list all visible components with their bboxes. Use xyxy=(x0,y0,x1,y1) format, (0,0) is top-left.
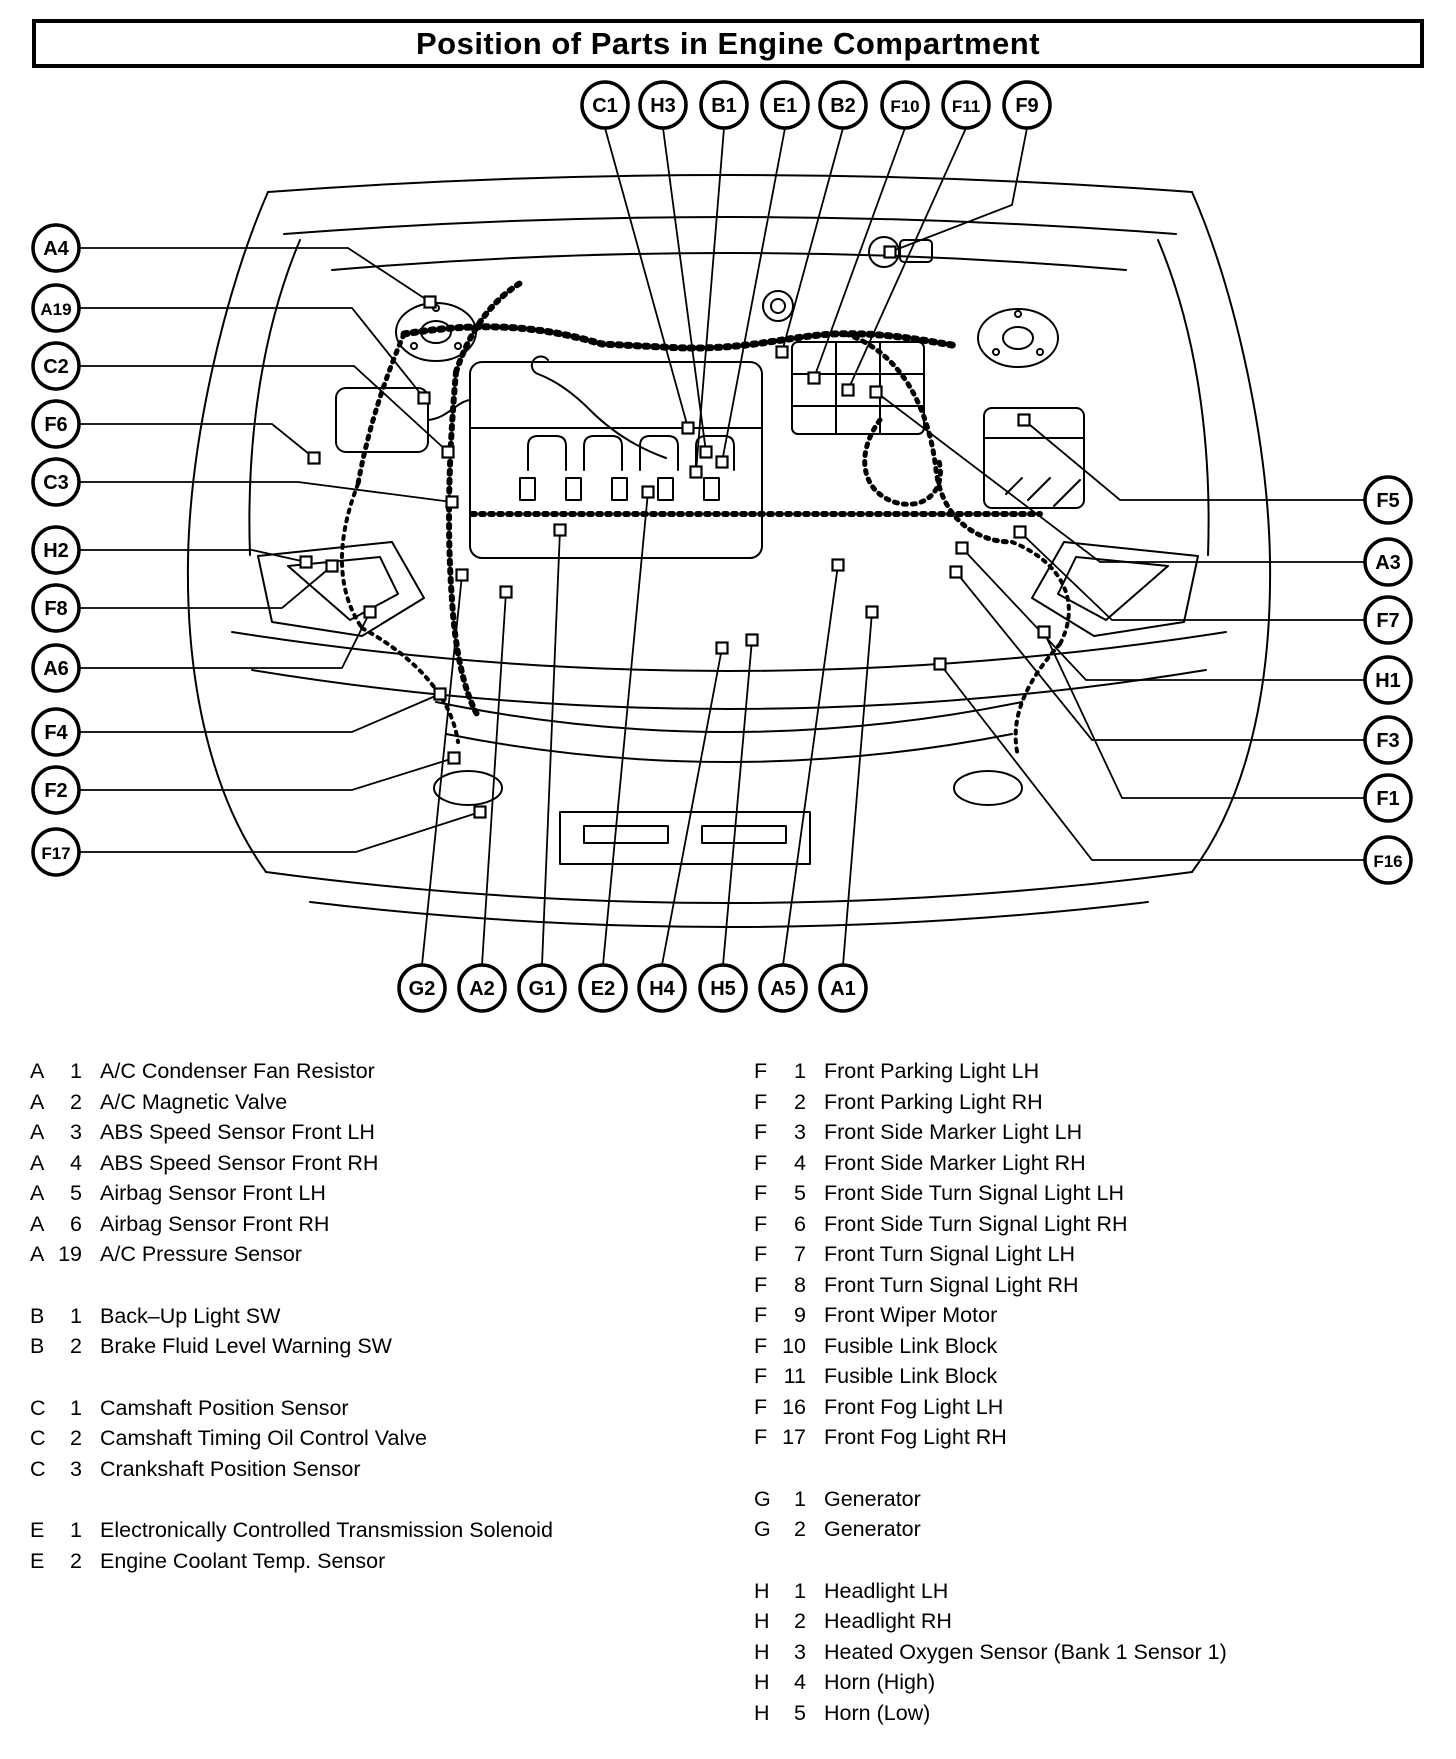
legend-code-number: 1 xyxy=(794,1059,806,1083)
legend-code-letter: A xyxy=(30,1120,45,1144)
callout-label: A19 xyxy=(40,300,72,319)
legend-group xyxy=(30,1515,553,1576)
legend-code-number: 4 xyxy=(794,1150,806,1175)
legend-row-F11 xyxy=(754,1361,1227,1392)
legend-code-letter: F xyxy=(754,1394,768,1419)
legend-part-name: Front Fog Light LH xyxy=(824,1394,1004,1419)
legend-group xyxy=(30,1393,553,1485)
legend-code-letter: F xyxy=(754,1150,768,1175)
callout-label: G2 xyxy=(408,978,436,1000)
callout-label: H5 xyxy=(710,978,736,1000)
legend-part-name: ABS Speed Sensor Front RH xyxy=(100,1150,379,1175)
connector-marker xyxy=(443,447,454,458)
callout-label: F8 xyxy=(44,598,68,620)
callout-A2 xyxy=(459,587,512,1012)
callout-label: A2 xyxy=(469,978,495,1000)
callout-label: H1 xyxy=(1375,670,1401,692)
callout-H3 xyxy=(640,82,712,458)
grille-line-1 xyxy=(436,702,1022,732)
callout-label: B1 xyxy=(711,95,737,117)
inner-fender-left xyxy=(249,240,300,555)
connector-marker xyxy=(309,453,320,464)
connector-marker xyxy=(833,560,844,571)
connector-marker xyxy=(301,557,312,568)
legend-part-name: A/C Condenser Fan Resistor xyxy=(100,1059,375,1083)
callout-label: C3 xyxy=(43,472,69,494)
legend-row-B1 xyxy=(30,1301,553,1332)
connector-marker xyxy=(951,567,962,578)
legend-code-letter: F xyxy=(754,1242,768,1266)
legend-code-number: 4 xyxy=(794,1670,806,1694)
callout-label: C2 xyxy=(43,356,69,378)
legend-code-letter: H xyxy=(754,1639,770,1664)
callout-F16 xyxy=(935,659,1412,884)
leader-line xyxy=(1024,420,1365,500)
connector-marker xyxy=(555,525,566,536)
cowl-line-2 xyxy=(284,217,1176,234)
legend-row-C3 xyxy=(30,1454,553,1485)
legend-row-F7 xyxy=(754,1239,1227,1270)
legend-part-name: Front Turn Signal Light LH xyxy=(824,1242,1075,1266)
legend-row-C2 xyxy=(30,1423,553,1454)
legend-part-name: ABS Speed Sensor Front LH xyxy=(100,1120,375,1144)
legend-row-F17 xyxy=(754,1422,1227,1453)
brake-fluid-reservoir xyxy=(763,291,793,321)
legend-part-name: Airbag Sensor Front RH xyxy=(100,1211,330,1236)
legend-code-letter: H xyxy=(754,1609,770,1633)
legend-row-C1 xyxy=(30,1393,553,1424)
legend-part-name: Camshaft Timing Oil Control Valve xyxy=(100,1426,427,1450)
leader-line xyxy=(722,128,785,462)
fender-right xyxy=(1192,192,1270,872)
connector-marker xyxy=(717,457,728,468)
callout-F3 xyxy=(951,567,1412,764)
legend-code-letter: E xyxy=(30,1518,45,1542)
connector-marker xyxy=(435,689,446,700)
callout-label: A6 xyxy=(43,658,69,680)
legend-part-name: Horn (Low) xyxy=(824,1700,931,1725)
callout-label: H3 xyxy=(650,95,676,117)
leader-line xyxy=(79,248,430,302)
callout-label: A1 xyxy=(830,978,856,1000)
legend-code-letter: F xyxy=(754,1272,768,1297)
leader-line xyxy=(723,640,752,965)
legend-row-F6 xyxy=(754,1209,1227,1240)
connector-marker xyxy=(1019,415,1030,426)
legend-row-A2 xyxy=(30,1087,553,1118)
legend-code-number: 3 xyxy=(794,1639,806,1664)
legend-part-name: Front Wiper Motor xyxy=(824,1303,998,1327)
legend-code-letter: F xyxy=(754,1333,768,1358)
callout-label: A4 xyxy=(43,238,69,260)
legend-code-letter: E xyxy=(30,1548,45,1573)
leader-line xyxy=(663,128,706,452)
legend-part-name: Front Parking Light LH xyxy=(824,1059,1040,1083)
legend-code-number: 7 xyxy=(794,1242,806,1266)
callout-label: F10 xyxy=(890,97,920,116)
callout-F2 xyxy=(33,753,460,814)
legend-code-number: 1 xyxy=(794,1486,806,1511)
legend-code-number: 3 xyxy=(794,1120,806,1144)
legend-row-B2 xyxy=(30,1331,553,1362)
legend-code-number: 4 xyxy=(70,1150,82,1175)
legend-code-number: 8 xyxy=(794,1272,806,1297)
legend-row-A3 xyxy=(30,1117,553,1148)
connector-marker xyxy=(691,467,702,478)
legend-code-letter: F xyxy=(754,1089,768,1114)
connector-marker xyxy=(809,373,820,384)
callout-G1 xyxy=(519,525,566,1012)
leader-line xyxy=(962,548,1365,680)
air-intake-hose xyxy=(428,400,470,420)
legend-part-name: Fusible Link Block xyxy=(824,1333,998,1358)
callout-label: F1 xyxy=(1376,788,1400,810)
legend-row-F10 xyxy=(754,1331,1227,1362)
legend-part-name: Front Side Turn Signal Light LH xyxy=(824,1181,1124,1205)
callout-A19 xyxy=(33,285,430,404)
callout-C3 xyxy=(33,459,458,508)
leader-line xyxy=(79,308,424,398)
legend-part-name: A/C Pressure Sensor xyxy=(100,1242,302,1266)
legend-part-name: Heated Oxygen Sensor (Bank 1 Sensor 1) xyxy=(824,1639,1227,1664)
legend-code-letter: G xyxy=(754,1517,771,1541)
legend-code-number: 5 xyxy=(794,1700,806,1725)
headlight-left xyxy=(1032,542,1198,636)
legend-code-number: 16 xyxy=(782,1394,806,1419)
legend-code-letter: H xyxy=(754,1670,770,1694)
legend-code-letter: C xyxy=(30,1426,46,1450)
legend-part-name: Crankshaft Position Sensor xyxy=(100,1456,361,1481)
legend-code-number: 3 xyxy=(70,1120,82,1144)
leader-line xyxy=(876,392,1365,562)
callout-F4 xyxy=(33,689,446,756)
legend-code-number: 19 xyxy=(58,1242,82,1266)
legend-code-number: 1 xyxy=(70,1303,82,1328)
legend-code-letter: G xyxy=(754,1486,771,1511)
page-title: Position of Parts in Engine Compartment xyxy=(415,25,1041,61)
fuse-box xyxy=(792,342,924,434)
legend-code-letter: B xyxy=(30,1334,45,1358)
callout-label: F2 xyxy=(44,780,68,802)
legend-column-right xyxy=(754,1056,1227,1759)
legend-row-H3 xyxy=(754,1637,1227,1668)
legend-part-name: Engine Coolant Temp. Sensor xyxy=(100,1548,386,1573)
engine-bay-art xyxy=(188,175,1270,927)
legend-part-name: Brake Fluid Level Warning SW xyxy=(100,1334,392,1358)
callout-label: F3 xyxy=(1376,730,1400,752)
legend-part-name: Headlight LH xyxy=(824,1578,949,1603)
legend-code-number: 2 xyxy=(794,1609,806,1633)
connector-marker xyxy=(871,387,882,398)
legend-row-F4 xyxy=(754,1148,1227,1179)
callout-C1 xyxy=(582,82,694,434)
legend-part-name: Front Side Turn Signal Light RH xyxy=(824,1211,1128,1236)
legend-part-name: Airbag Sensor Front LH xyxy=(100,1181,326,1205)
legend-code-letter: F xyxy=(754,1211,768,1236)
legend-row-H2 xyxy=(754,1606,1227,1637)
legend-part-name: Back–Up Light SW xyxy=(100,1303,281,1328)
legend-code-letter: A xyxy=(30,1181,45,1205)
license-plate-slot-left xyxy=(584,826,668,843)
legend-row-H4 xyxy=(754,1667,1227,1698)
legend-part-name: Front Side Marker Light RH xyxy=(824,1150,1086,1175)
legend-row-E2 xyxy=(30,1546,553,1577)
legend-code-number: 10 xyxy=(782,1333,806,1358)
connector-marker xyxy=(867,607,878,618)
legend-row-A5 xyxy=(30,1178,553,1209)
cowl-line-1 xyxy=(268,175,1192,192)
legend-column-left xyxy=(30,1056,553,1607)
connector-marker xyxy=(501,587,512,598)
connector-marker xyxy=(701,447,712,458)
grille-line-2 xyxy=(446,734,1012,762)
connector-marker xyxy=(885,247,896,258)
legend-code-letter: H xyxy=(754,1700,770,1725)
callout-F5 xyxy=(1019,415,1412,524)
connector-marker xyxy=(425,297,436,308)
legend-code-number: 2 xyxy=(794,1089,806,1114)
leader-line xyxy=(422,575,462,965)
leader-line xyxy=(79,812,480,852)
connector-marker xyxy=(935,659,946,670)
legend-code-number: 3 xyxy=(70,1456,82,1481)
leader-line xyxy=(940,664,1365,860)
legend-group xyxy=(30,1301,553,1362)
legend-code-letter: F xyxy=(754,1181,768,1205)
legend-part-name: Front Turn Signal Light RH xyxy=(824,1272,1079,1297)
legend-part-name: A/C Magnetic Valve xyxy=(100,1089,288,1114)
legend-code-number: 6 xyxy=(794,1211,806,1236)
legend-code-number: 6 xyxy=(70,1211,82,1236)
callout-label: G1 xyxy=(528,978,556,1000)
legend-code-number: 2 xyxy=(70,1426,82,1450)
leader-line xyxy=(662,648,722,965)
legend-group xyxy=(30,1056,553,1270)
legend-part-name: Front Parking Light RH xyxy=(824,1089,1043,1114)
legend-code-letter: F xyxy=(754,1425,768,1449)
callout-A6 xyxy=(33,607,376,692)
leader-line xyxy=(79,550,306,562)
legend-part-name: Fusible Link Block xyxy=(824,1364,998,1388)
legend-code-letter: A xyxy=(30,1089,45,1114)
cowl-line-3 xyxy=(332,253,1126,270)
legend-code-number: 2 xyxy=(794,1517,806,1541)
legend-code-letter: H xyxy=(754,1578,770,1603)
connector-marker xyxy=(643,487,654,498)
legend-row-A4 xyxy=(30,1148,553,1179)
legend-part-name: Front Fog Light RH xyxy=(824,1425,1007,1449)
legend-code-number: 2 xyxy=(70,1334,82,1358)
connector-marker xyxy=(365,607,376,618)
callout-label: F9 xyxy=(1015,95,1039,117)
callout-label: A3 xyxy=(1375,552,1401,574)
connector-marker xyxy=(475,807,486,818)
leader-line xyxy=(79,366,448,452)
legend-code-letter: A xyxy=(30,1211,45,1236)
legend-code-letter: F xyxy=(754,1120,768,1144)
connector-marker xyxy=(843,385,854,396)
callout-label: B2 xyxy=(830,95,856,117)
connector-marker xyxy=(449,753,460,764)
legend-code-letter: F xyxy=(754,1303,768,1327)
legend-row-F16 xyxy=(754,1392,1227,1423)
leader-line xyxy=(1044,632,1365,798)
leader-line xyxy=(482,592,506,965)
connector-marker xyxy=(1015,527,1026,538)
callout-F17 xyxy=(33,807,486,876)
connector-marker xyxy=(447,497,458,508)
legend-part-name: Front Side Marker Light LH xyxy=(824,1120,1083,1144)
connector-marker xyxy=(327,561,338,572)
legend-row-H1 xyxy=(754,1576,1227,1607)
legend-code-letter: F xyxy=(754,1059,768,1083)
callout-label: F11 xyxy=(951,97,981,116)
callout-F1 xyxy=(1039,627,1412,822)
strut-tower-left xyxy=(978,309,1058,367)
callout-label: H4 xyxy=(649,978,675,1000)
legend-row-F3 xyxy=(754,1117,1227,1148)
callout-E2 xyxy=(580,487,654,1012)
leader-line xyxy=(79,694,440,732)
legend-part-name: Horn (High) xyxy=(824,1670,936,1694)
license-plate-slot-right xyxy=(702,826,786,843)
callout-F6 xyxy=(33,401,320,464)
callout-C2 xyxy=(33,343,454,458)
legend-code-letter: C xyxy=(30,1395,46,1420)
legend-row-A1 xyxy=(30,1056,553,1087)
connector-marker xyxy=(777,347,788,358)
headlight-left-inner xyxy=(1058,557,1168,620)
legend-code-number: 1 xyxy=(70,1518,82,1542)
fog-light-left xyxy=(954,771,1022,805)
legend-row-E1 xyxy=(30,1515,553,1546)
callout-label: A5 xyxy=(770,978,796,1000)
legend-part-name: Generator xyxy=(824,1517,921,1541)
callout-F8 xyxy=(33,561,338,632)
leader-line xyxy=(696,128,724,472)
callout-label: F6 xyxy=(44,414,68,436)
leader-line xyxy=(79,612,370,668)
callout-label: H2 xyxy=(43,540,69,562)
callout-A5 xyxy=(760,560,844,1012)
leader-line xyxy=(1020,532,1365,620)
legend-row-F9 xyxy=(754,1300,1227,1331)
callout-label: F4 xyxy=(44,722,68,744)
leader-line xyxy=(605,128,688,428)
legend-code-number: 1 xyxy=(70,1395,82,1420)
legend-row-F1 xyxy=(754,1056,1227,1087)
callout-label: E1 xyxy=(772,95,798,117)
dipstick xyxy=(532,356,666,458)
legend-code-number: 2 xyxy=(70,1548,82,1573)
legend-row-A19 xyxy=(30,1239,553,1270)
legend-row-F8 xyxy=(754,1270,1227,1301)
legend-code-number: 9 xyxy=(794,1303,806,1327)
connector-marker xyxy=(1039,627,1050,638)
leader-line xyxy=(79,758,454,790)
callout-B1 xyxy=(691,82,748,478)
legend-row-G2 xyxy=(754,1514,1227,1545)
callout-A3 xyxy=(871,387,1412,586)
callout-label: F16 xyxy=(1373,852,1403,871)
callout-label: F17 xyxy=(41,844,71,863)
legend-group xyxy=(754,1576,1227,1729)
legend-row-G1 xyxy=(754,1484,1227,1515)
callout-label: C1 xyxy=(592,95,618,117)
legend-part-name: Camshaft Position Sensor xyxy=(100,1395,349,1420)
callout-label: E2 xyxy=(590,978,616,1000)
connector-marker xyxy=(683,423,694,434)
legend-part-name: Electronically Controlled Transmission Solenoid xyxy=(100,1518,553,1542)
connector-marker xyxy=(717,643,728,654)
legend-code-number: 1 xyxy=(794,1578,806,1603)
legend-code-letter: C xyxy=(30,1456,46,1481)
legend-code-letter: B xyxy=(30,1303,45,1328)
leader-line xyxy=(843,612,872,965)
legend-code-number: 17 xyxy=(782,1425,806,1449)
wiper-motor xyxy=(869,237,932,267)
fender-left xyxy=(188,192,268,872)
leader-line xyxy=(79,482,452,502)
connector-marker xyxy=(457,570,468,581)
legend-code-letter: A xyxy=(30,1242,45,1266)
legend-code-letter: F xyxy=(754,1364,768,1388)
legend-group xyxy=(754,1484,1227,1545)
callout-H5 xyxy=(700,635,758,1012)
legend-part-name: Generator xyxy=(824,1486,921,1511)
legend-group xyxy=(754,1056,1227,1453)
callout-label: F7 xyxy=(1376,610,1400,632)
legend-row-A6 xyxy=(30,1209,553,1240)
legend-part-name: Headlight RH xyxy=(824,1609,952,1633)
legend-code-letter: A xyxy=(30,1059,45,1083)
legend-code-number: 2 xyxy=(70,1089,82,1114)
callout-H2 xyxy=(33,527,312,573)
connector-marker xyxy=(957,543,968,554)
legend-code-number: 5 xyxy=(70,1181,82,1205)
inner-fender-right xyxy=(1158,240,1209,555)
leader-line xyxy=(783,565,838,965)
legend-row-F2 xyxy=(754,1087,1227,1118)
legend-code-number: 11 xyxy=(783,1364,806,1388)
legend-code-number: 5 xyxy=(794,1181,806,1205)
legend-row-H5 xyxy=(754,1698,1227,1729)
connector-marker xyxy=(419,393,430,404)
legend-code-letter: A xyxy=(30,1150,45,1175)
license-plate-recess xyxy=(560,812,810,864)
connector-marker xyxy=(747,635,758,646)
callout-A4 xyxy=(33,225,436,308)
callout-label: F5 xyxy=(1376,490,1400,512)
legend-code-number: 1 xyxy=(70,1059,82,1083)
leader-line xyxy=(782,128,843,352)
legend-row-F5 xyxy=(754,1178,1227,1209)
